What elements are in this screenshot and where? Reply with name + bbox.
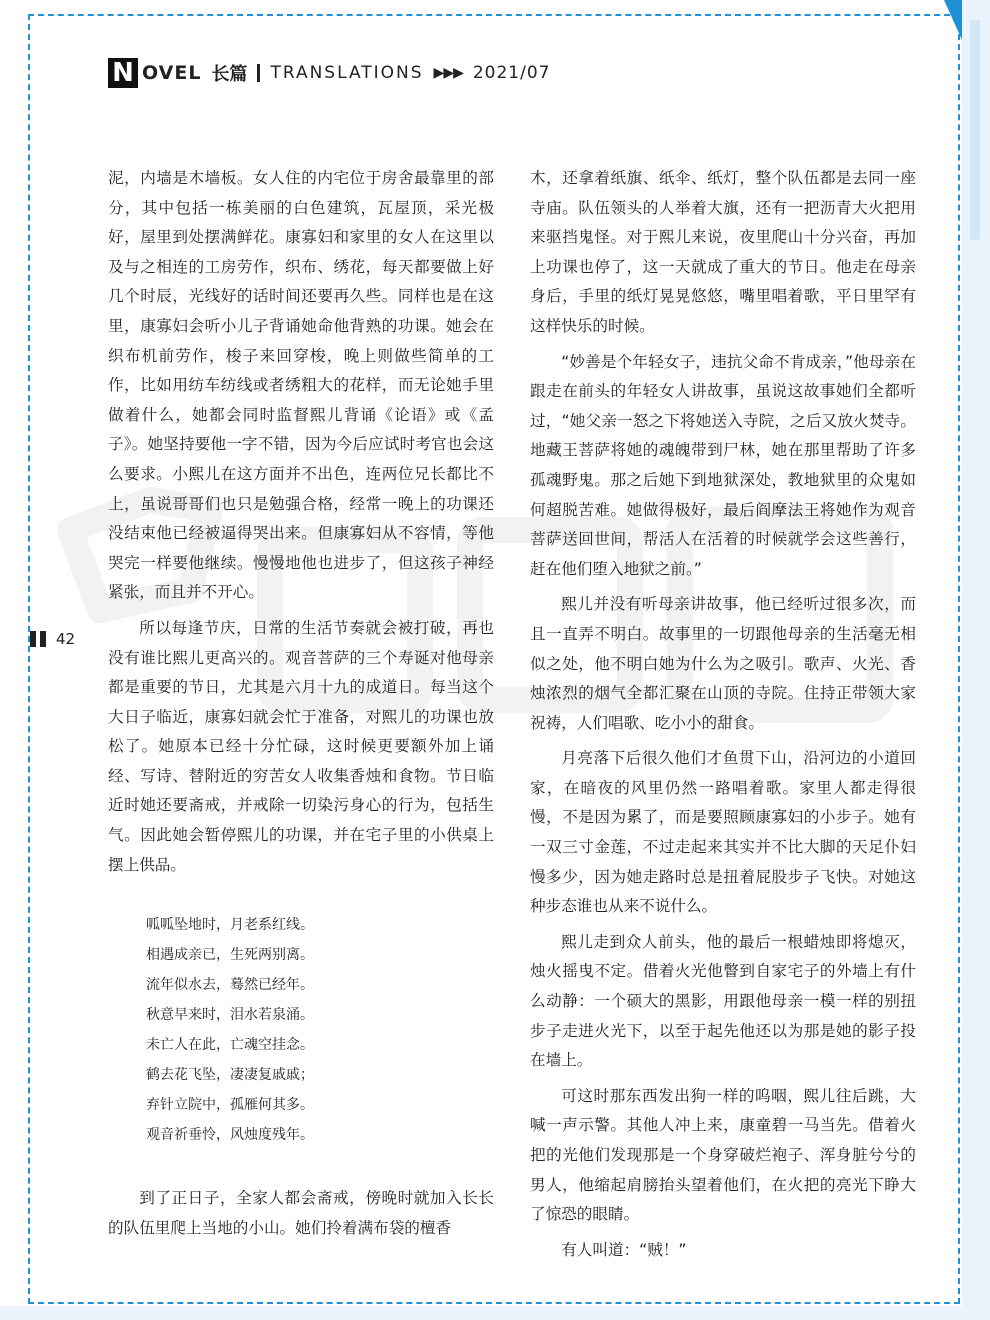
paragraph: 泥，内墙是木墙板。女人住的内宅位于房舍最靠里的部分，其中包括一栋美丽的白色建筑，瓦屋顶，采光极好，屋里到处摆满鲜花。康寡妇和家里的女人在这里以及与之相连的工房劳作，织布、绣花，每天都要做上好几个时辰，光线好的话时间还要再久些。同样也是在这里，康寡妇会听小儿子背诵她命他背熟的功课。她会在织布机前劳作，梭子来回穿梭，晚上则做些简单的工作，比如用纺车纺线或者绣粗大的花样，而无论她手里做着什么，她都会同时监督熙儿背诵《论语》或《孟子》。她坚持要他一字不错，因为今后应试时考官也会这么要求。小熙儿在这方面并不出色，连两位兄长都比不上，虽说哥哥们也只是勉强合格，经常一晚上的功课还没结束他已经被逼得哭出来。但康寡妇从不容情，等他哭完一样要他继续。慢慢地他也进步了，但这孩子神经紧张，而且并不开心。 bbox=[108, 169, 494, 602]
poem-line: 流年似水去，蓦然已经年。 bbox=[146, 977, 314, 994]
issue-date: 2021/07 bbox=[472, 63, 551, 83]
poem-line: 相遇成亲已，生死两别离。 bbox=[146, 947, 314, 964]
paragraph: “妙善是个年轻女子，违抗父命不肯成亲，”他母亲在跟走在前头的年轻女人讲故事，虽说这故事她们全都听过，“她父亲一怒之下将她送入寺院，之后又放火焚寺。地藏王菩萨将她的魂魄带到尸林，她在那里帮助了许多孤魂野鬼。那之后她下到地狱深处，教地狱里的众鬼如何超脱苦难。她做得极好，最后阎摩法王将她作为观音菩萨送回世间，帮活人在活着的时候就学会这些善行，赶在他们堕入地狱之前。” bbox=[530, 352, 916, 578]
paragraph: 可这时那东西发出狗一样的呜咽，熙儿往后跳，大喊一声示警。其他人冲上来，康童碧一马当先。借着火把的光他们发现那是一个身穿破烂袍子、浑身脏兮兮的男人，他缩起肩膀抬头望着他们，在火把的亮光下睁大了惊恐的眼睛。 bbox=[530, 1086, 916, 1224]
poem-line: 鹤去花飞坠，凄凄复戚戚； bbox=[146, 1067, 314, 1084]
page-number-marker bbox=[30, 630, 75, 648]
header-divider bbox=[257, 64, 260, 82]
poem-line: 未亡人在此，亡魂空挂念。 bbox=[146, 1037, 314, 1054]
page-marker-block bbox=[30, 631, 36, 647]
paragraph: 所以每逢节庆，日常的生活节奏就会被打破，再也没有谁比熙儿更高兴的。观音菩萨的三个寿诞对他母亲都是重要的节日，尤其是六月十九的成道日。每当这个大日子临近，康寡妇就会忙于准备，对熙儿的功课也放松了。她原本已经十分忙碌，这时候更要额外加上诵经、写诗、替附近的穷苦女人收集香烛和食物。节日临近时她还要斋戒，并戒除一切染污身心的行为，包括生气。因此她会暂停熙儿的功课，并在宅子里的小供桌上摆上供品。 bbox=[108, 618, 494, 874]
logo-rest: OVEL bbox=[142, 62, 202, 84]
poem-line: 弃针立院中，孤雁何其多。 bbox=[146, 1097, 314, 1114]
poem bbox=[146, 910, 494, 1150]
poem-line: 呱呱坠地时，月老系红线。 bbox=[146, 917, 314, 934]
section-label: 长篇 bbox=[211, 64, 248, 85]
paragraph: 熙儿并没有听母亲讲故事，他已经听过很多次，而且一直弄不明白。故事里的一切跟他母亲的生活毫无相似之处，他不明白她为什么为之吸引。歌声、火光、香烛浓烈的烟气全都汇聚在山顶的寺院。住持正带领大家祝祷，人们唱歌、吃小小的甜食。 bbox=[530, 595, 916, 732]
poem-line: 秋意早来时，泪水若泉涌。 bbox=[146, 1007, 314, 1024]
page-marker-block bbox=[40, 631, 46, 647]
paragraph: 有人叫道：“贼！” bbox=[561, 1240, 687, 1259]
left-column bbox=[108, 164, 494, 1249]
paragraph: 到了正日子，全家人都会斋戒，傍晚时就加入长长的队伍里爬上当地的小山。她们拎着满布袋的檀香 bbox=[108, 1189, 494, 1237]
arrows-icon: ▶▶▶ bbox=[433, 65, 463, 81]
page-number: 42 bbox=[56, 630, 76, 648]
series-label: TRANSLATIONS bbox=[270, 63, 424, 83]
logo-letter: N bbox=[108, 58, 138, 88]
running-header bbox=[108, 56, 550, 90]
side-stripe bbox=[970, 20, 980, 240]
poem-line: 观音祈垂怜，风烛度残年。 bbox=[146, 1127, 314, 1144]
paragraph: 月亮落下后很久他们才鱼贯下山，沿河边的小道回家，在暗夜的风里仍然一路唱着歌。家里人都走得很慢，不是因为累了，而是要照顾康寡妇的小步子。她有一双三寸金莲，不过走起来其实并不比大脚的天足仆妇慢多少，因为她走路时总是扭着屁股步子飞快。对她这种步态谁也从来不说什么。 bbox=[530, 749, 916, 916]
bottom-band bbox=[0, 1306, 990, 1320]
right-column bbox=[530, 164, 916, 1271]
side-band bbox=[962, 0, 990, 1320]
paragraph: 木，还拿着纸旗、纸伞、纸灯，整个队伍都是去同一座寺庙。队伍领头的人举着大旗，还有一把沥青大火把用来驱挡鬼怪。对于熙儿来说，夜里爬山十分兴奋，再加上功课也停了，这一天就成了重大的节日。他走在母亲身后，手里的纸灯晃晃悠悠，嘴里唱着歌，平日里罕有这样快乐的时候。 bbox=[530, 169, 916, 335]
paragraph: 熙儿走到众人前头，他的最后一根蜡烛即将熄灭，烛火摇曳不定。借着火光他瞥到自家宅子的外墙上有什么动静：一个硕大的黑影，用跟他母亲一模一样的别扭步子走进火光下，以至于起先他还以为那是她的影子投在墙上。 bbox=[530, 932, 916, 1070]
